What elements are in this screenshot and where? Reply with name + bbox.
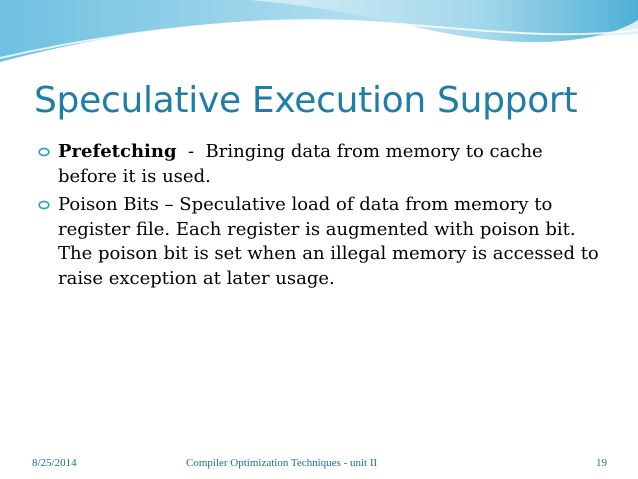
footer-page-number: 19: [596, 457, 607, 469]
slide-title: Speculative Execution Support: [34, 80, 578, 121]
bullet-term: Prefetching: [58, 141, 177, 162]
bullet-item-prefetching: [36, 140, 606, 189]
header-wave-decoration: [0, 0, 638, 80]
bullet-text: Bringing data from memory to cache before it is used.: [58, 141, 543, 187]
bullet-item-poison-bits: [36, 193, 606, 291]
bullet-separator: -: [176, 141, 206, 162]
footer-date: 8/25/2014: [32, 457, 77, 469]
bullet-text: Poison Bits – Speculative load of data from memory to register file. Each register is augmented with poison bit. The poison bit is set when an illegal memory is accessed to raise exception at later usage.: [58, 194, 599, 289]
open-circle-bullet-icon: [38, 200, 50, 210]
bullet-list: [36, 140, 606, 295]
open-circle-bullet-icon: [38, 147, 50, 157]
footer-course-title: Compiler Optimization Techniques - unit II: [186, 457, 378, 469]
